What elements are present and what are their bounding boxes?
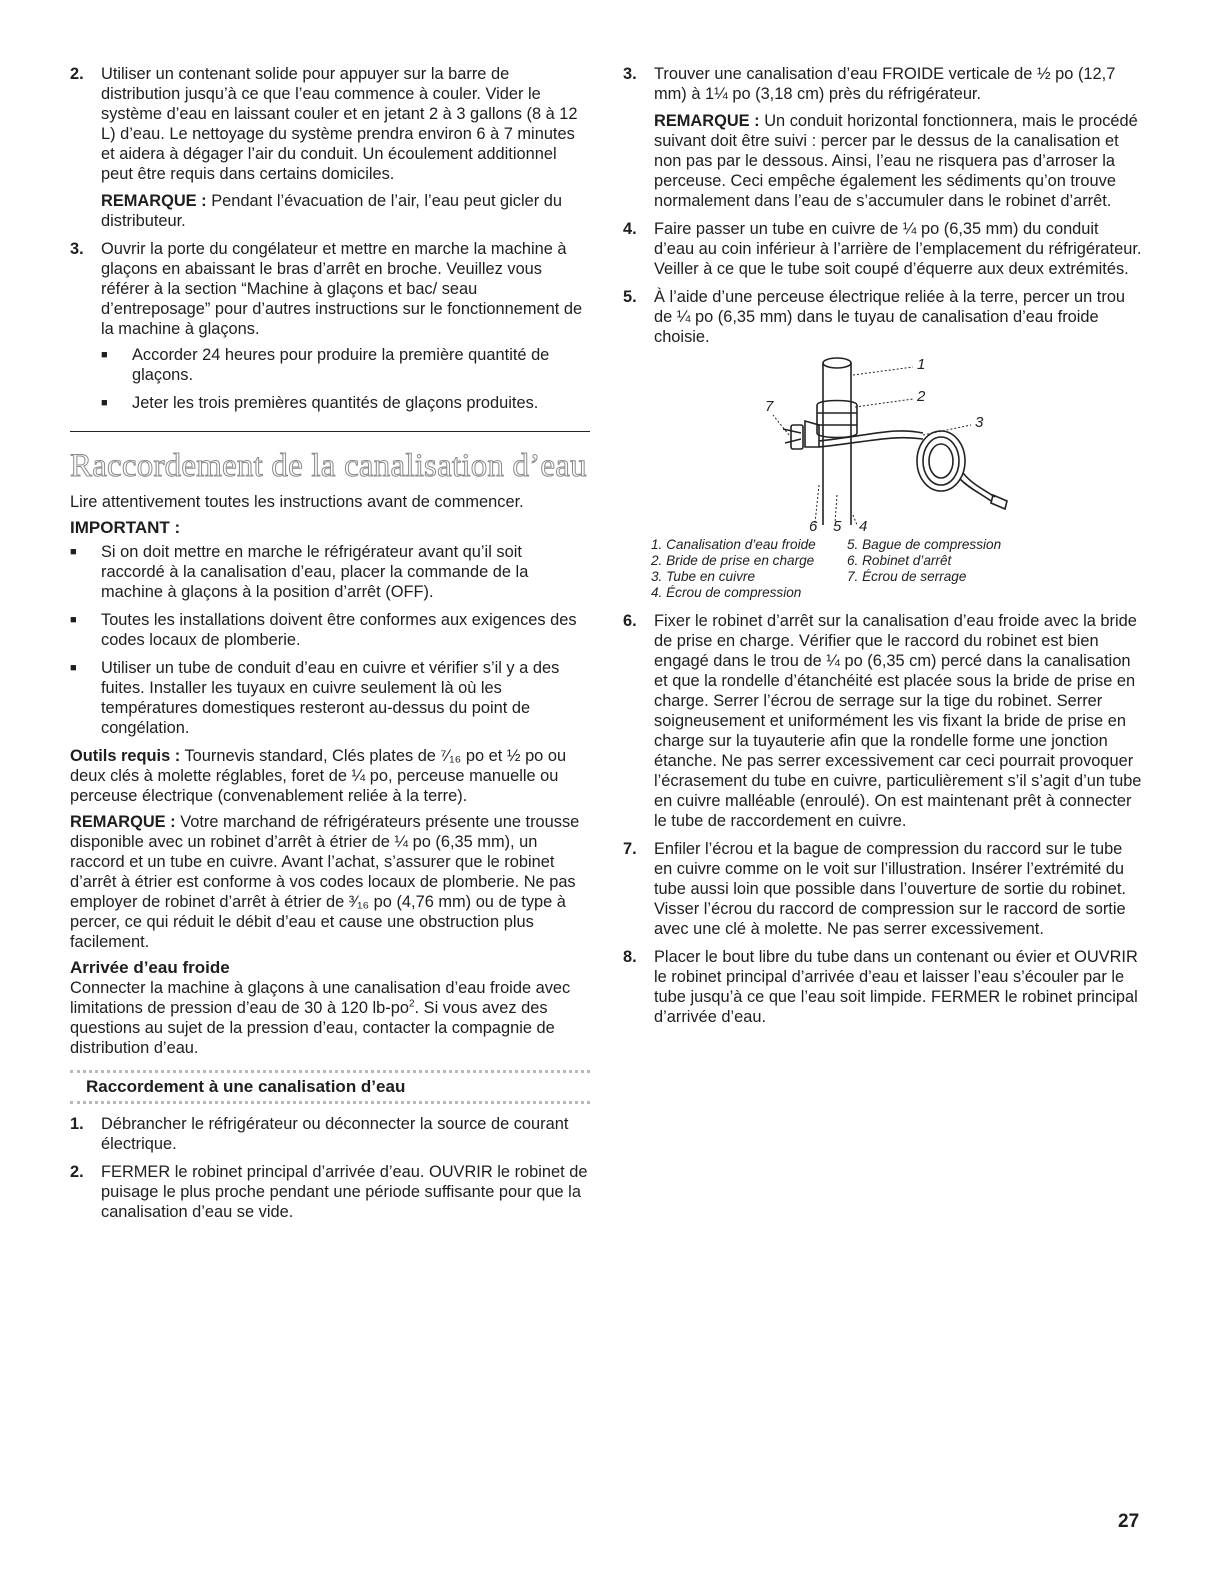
step-body xyxy=(654,64,1143,211)
step-number: 3. xyxy=(623,65,637,83)
bullet-square-icon: ■ xyxy=(101,349,108,361)
step-4 xyxy=(623,219,1143,279)
subsection-banner: Raccordement à une canalisation d’eau xyxy=(70,1070,590,1104)
bullet-text: Jeter les trois premières quantités de glaçons produites. xyxy=(132,394,539,412)
pipe-top xyxy=(823,358,851,368)
bullet-item xyxy=(101,393,590,413)
legend-item xyxy=(847,585,1107,601)
legend-item: 2. Bride de prise en charge xyxy=(651,553,815,568)
tools-text: Tournevis standard, Clés plates de ⁷⁄₁₆ po et ½ po ou deux clés à molette réglables, foret de ¼ po, perceuse manuelle ou perceuse électrique (convenablement reliée à la terre). xyxy=(70,747,567,805)
legend-item: 4. Écrou de compression xyxy=(651,585,802,600)
step-3-right xyxy=(623,64,1143,211)
note xyxy=(654,111,1143,211)
legend-item: 1. Canalisation d’eau froide xyxy=(651,537,816,552)
remark-label: REMARQUE : xyxy=(70,813,176,831)
bullet-text: Si on doit mettre en marche le réfrigérateur avant qu’il soit raccordé à la canalisation d’eau, placer la commande de la machine à glaçons à la position d’arrêt (OFF). xyxy=(101,543,529,601)
bullet-square-icon: ■ xyxy=(70,662,77,674)
callout-6: 6 xyxy=(809,518,818,533)
legend-item: 7. Écrou de serrage xyxy=(847,569,967,584)
step-text: Enfiler l’écrou et la bague de compression du raccord sur le tube en cuivre comme on le voit sur l’illustration. Insérer l’extrémité du tube aussi loin que possible dans l’ouverture de sortie du robinet. Visser l’écrou du raccord de compression sur le raccord de sortie avec une clé à molette. Ne pas serrer excessivement. xyxy=(654,840,1126,938)
step-text: Débrancher le réfrigérateur ou déconnecter la source de courant électrique. xyxy=(101,1115,569,1153)
bullet-square-icon: ■ xyxy=(101,397,108,409)
step-body xyxy=(101,239,590,421)
bullet-item xyxy=(101,345,590,385)
step-text: Faire passer un tube en cuivre de ¼ po (6,35 mm) du conduit d’eau au coin inférieur à l’arrière de l’emplacement du réfrigérateur. Veiller à ce que le tube soit coupé d’équerre aux deux extrémités. xyxy=(654,220,1142,278)
figure-legend xyxy=(651,537,1143,601)
intro-text: Lire attentivement toutes les instructions avant de commencer. xyxy=(70,493,524,511)
step-text: Ouvrir la porte du congélateur et mettre en marche la machine à glaçons en abaissant le bras d’arrêt en broche. Veuillez vous référer à la section “Machine à glaçons et bac/ seau d’entreposage” pour d’autres instructions sur le fonctionnement de la machine à glaçons. xyxy=(101,240,583,338)
remark-text: Votre marchand de réfrigérateurs présente une trousse disponible avec un robinet d’arrêt à étrier de ¼ po (6,35 mm), un raccord et un tube en cuivre. Avant l’achat, s’assurer que le robinet d’arrêt à étrier est conforme à vos codes locaux de plomberie. Ne pas employer de robinet d’arrêt à étrier de ³⁄₁₆ po (4,76 mm) ou de type à percer, ce qui réduit le débit d’eau et cause une obstruction plus facilement. xyxy=(70,813,580,951)
bullet-text: Utiliser un tube de conduit d’eau en cuivre et vérifier s’il y a des fuites. Installer les tuyaux en cuivre seulement là où les températures domestiques resteront au-dessus du point de congélation. xyxy=(101,659,560,737)
callout-1: 1 xyxy=(917,356,926,373)
step-number: 7. xyxy=(623,840,637,858)
cold-water-heading: Arrivée d’eau froide xyxy=(70,958,230,977)
bullet-text: Toutes les installations doivent être conformes aux exigences des codes locaux de plomberie. xyxy=(101,611,577,649)
left-column xyxy=(70,64,590,1230)
step-8 xyxy=(623,947,1143,1027)
cold-water-superscript: 2 xyxy=(408,998,415,1010)
legend-item: 5. Bague de compression xyxy=(847,537,1002,552)
step-number: 2. xyxy=(70,1163,84,1181)
page-number: 27 xyxy=(1118,1511,1140,1532)
important-bullet-list xyxy=(70,542,590,738)
shutoff-valve-illustration xyxy=(623,355,1143,533)
legend-item: 3. Tube en cuivre xyxy=(651,569,756,584)
note-label: REMARQUE : xyxy=(101,192,207,210)
important-label: IMPORTANT : xyxy=(70,518,181,537)
section-title: Raccordement de la canalisation d’eau xyxy=(70,448,587,484)
right-column xyxy=(623,64,1143,1035)
callout-5: 5 xyxy=(833,518,842,533)
step-number: 5. xyxy=(623,288,637,306)
step-6 xyxy=(623,611,1143,831)
step-text: Placer le bout libre du tube dans un contenant ou évier et OUVRIR le robinet principal d’arrivée d’eau et laisser l’eau s’écouler par le tube jusqu’à ce que l’eau soit limpide. FERMER le robinet principal d’arrivée d’eau. xyxy=(654,948,1138,1026)
connection-step-1 xyxy=(70,1114,590,1154)
compression-fitting xyxy=(991,495,1007,509)
bullet-square-icon: ■ xyxy=(70,614,77,626)
step-3 xyxy=(70,239,590,421)
remark-paragraph xyxy=(70,812,590,952)
bullet-list xyxy=(101,345,590,413)
cold-water-text-b: . Si vous avez des questions au sujet de la pression d’eau, contacter la compagnie de distribution d’eau. xyxy=(70,999,555,1057)
step-number: 8. xyxy=(623,948,637,966)
step-number: 4. xyxy=(623,220,637,238)
cold-water-text xyxy=(70,978,590,1058)
bullet-text: Accorder 24 heures pour produire la première quantité de glaçons. xyxy=(132,346,550,384)
callout-2: 2 xyxy=(917,388,926,405)
section-divider xyxy=(70,431,590,432)
step-text: À l’aide d’une perceuse électrique reliée à la terre, percer un trou de ¼ po (6,35 mm) dans le tuyau de canalisation d’eau froide choisie. xyxy=(654,288,1126,346)
bullet-item xyxy=(70,542,590,602)
step-7 xyxy=(623,839,1143,939)
step-text: FERMER le robinet principal d’arrivée d’eau. OUVRIR le robinet de puisage le plus proche pendant une période suffisante pour que la canalisation d’eau se vide. xyxy=(101,1163,588,1221)
step-number: 3. xyxy=(70,240,84,258)
step-text: Fixer le robinet d’arrêt sur la canalisation d’eau froide avec la bride de prise en charge. Vérifier que le raccord du robinet est bien engagé dans le trou de ¼ po (6,35 cm) percé dans la canalisation et que la rondelle d’étanchéité est placée sous la bride de prise en charge. Serrer l’écrou de serrage sur la tige du robinet. Serrer soigneusement et uniformément les vis fixant la bride de prise en charge sur la tuyauterie afin que la rondelle forme une jonction étanche. Ne pas serrer excessivement car ceci pourrait provoquer l’écrasement du tube en cuivre, particulièrement s’il s’agit d’un tube en cuivre malléable (enroulé). On est maintenant prêt à connecter le tube de raccordement en cuivre. xyxy=(654,612,1142,830)
step-number: 2. xyxy=(70,65,84,83)
step-5 xyxy=(623,287,1143,347)
bullet-item xyxy=(70,658,590,738)
bullet-item xyxy=(70,610,590,650)
legend-item: 6. Robinet d’arrêt xyxy=(847,553,952,568)
callout-3: 3 xyxy=(975,414,984,431)
step-body xyxy=(101,64,590,231)
note-text: Pendant l’évacuation de l’air, l’eau peut gicler du distributeur. xyxy=(101,192,563,230)
bullet-square-icon: ■ xyxy=(70,546,77,558)
step-number: 1. xyxy=(70,1115,84,1133)
step-number: 6. xyxy=(623,612,637,630)
tools-label: Outils requis : xyxy=(70,747,181,765)
connection-step-2 xyxy=(70,1162,590,1222)
note xyxy=(101,191,590,231)
step-text: Utiliser un contenant solide pour appuyer sur la barre de distribution jusqu’à ce que l’eau commence à couler. Vider le système d’eau en laissant couler et en jetant 2 à 3 gallons (8 à 12 L) d’eau. Le nettoyage du système prendra environ 6 à 7 minutes et aidera à dégager l’air du conduit. Un écoulement additionnel peut être requis dans certains domiciles. xyxy=(101,65,578,183)
cold-water-text-a: Connecter la machine à glaçons à une canalisation d’eau froide avec limitations de pression d’eau de 30 à 120 lb-po xyxy=(70,979,571,1017)
tools-paragraph xyxy=(70,746,590,806)
callout-7: 7 xyxy=(765,398,774,415)
tube-coil xyxy=(917,431,965,491)
step-2 xyxy=(70,64,590,231)
step-text: Trouver une canalisation d’eau FROIDE verticale de ½ po (12,7 mm) à 1¼ po (3,18 cm) près du réfrigérateur. xyxy=(654,65,1116,103)
copper-tube xyxy=(819,431,923,441)
callout-4: 4 xyxy=(859,518,868,533)
note-label: REMARQUE : xyxy=(654,112,760,130)
valve-diagram xyxy=(623,355,1143,533)
note-text: Un conduit horizontal fonctionnera, mais le procédé suivant doit être suivi : percer par le dessus de la canalisation et non pas par le dessous. Ainsi, l’eau ne risquera pas d’arroser la perceuse. Ceci empêche également les sédiments qu’on trouve normalement dans l’eau de s’accumuler dans le robinet d’arrêt. xyxy=(654,112,1138,210)
